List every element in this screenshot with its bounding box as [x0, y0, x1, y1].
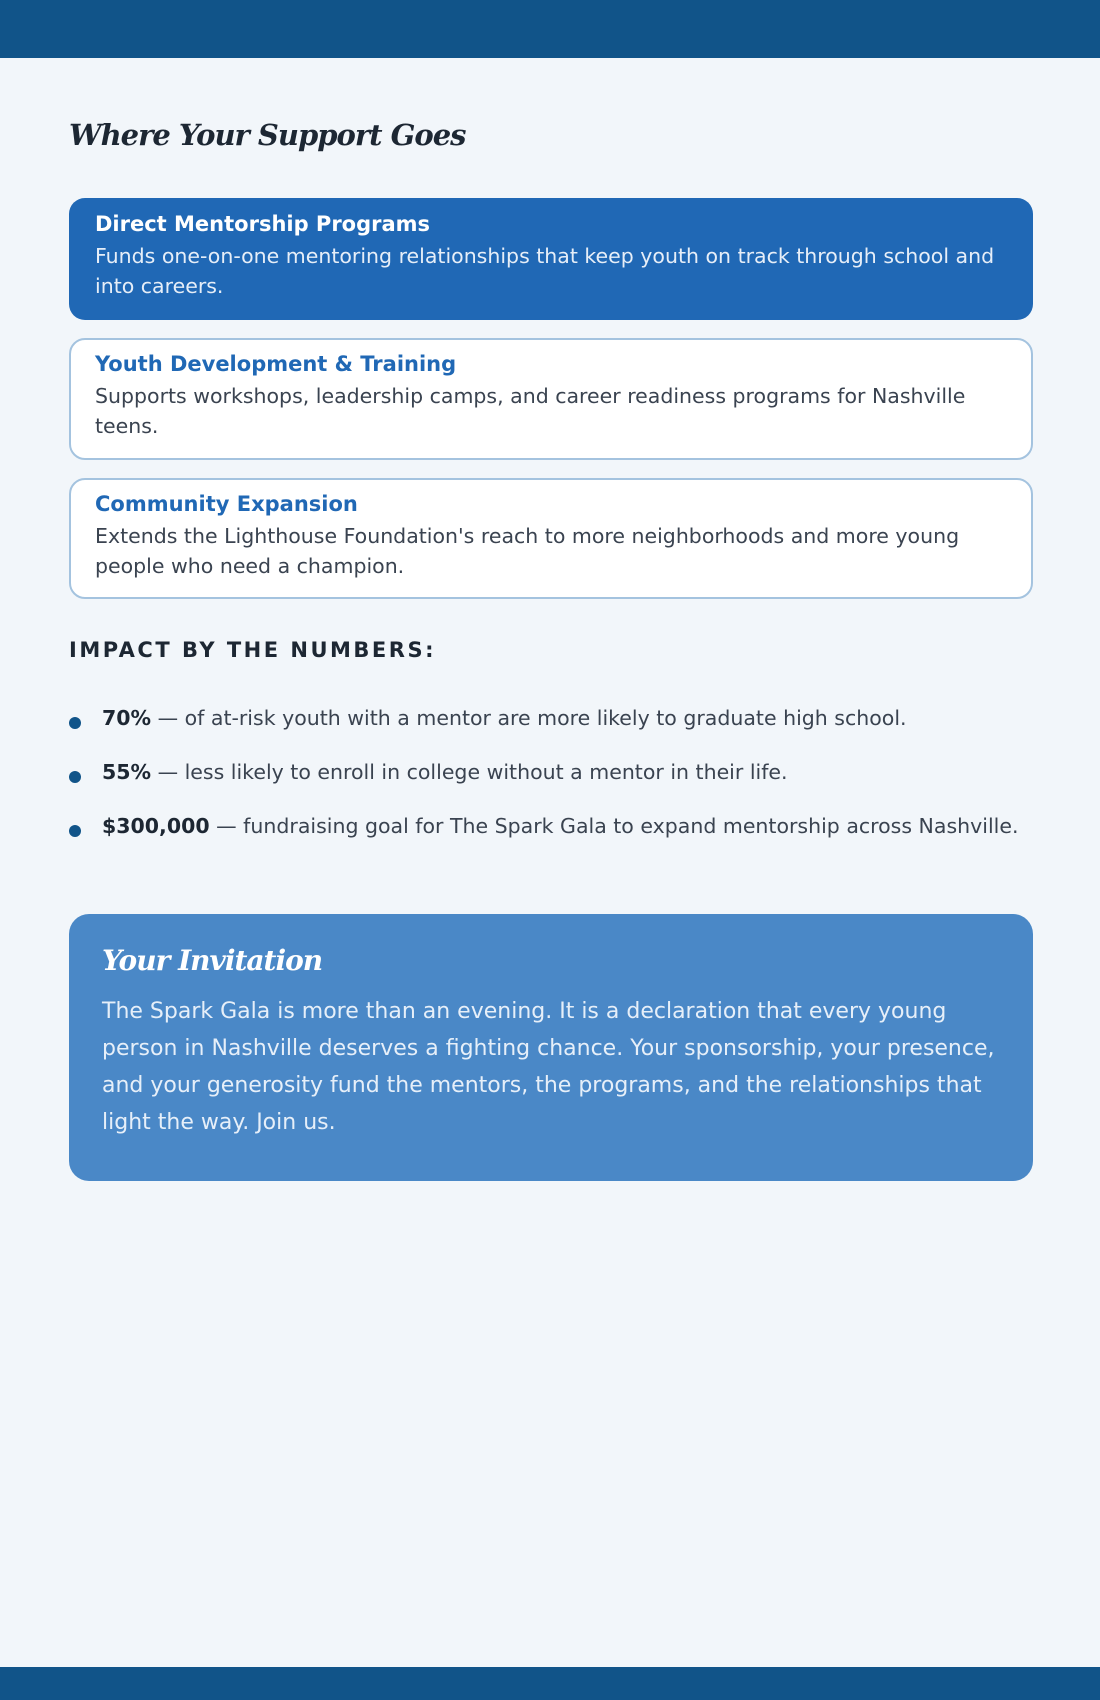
impact-text: — of at-risk youth with a mentor are more likely to graduate high school.	[151, 706, 907, 730]
bullet-dot-icon	[69, 717, 81, 729]
support-card-youth-development	[69, 338, 1033, 460]
support-card-community-expansion	[69, 478, 1033, 599]
bullet-dot-icon	[69, 825, 81, 837]
support-card-description: Funds one-on-one mentoring relationships that keep youth on track through school and into careers.	[95, 244, 995, 298]
support-card-direct-mentorship	[69, 198, 1033, 320]
impact-item-fundraising-goal	[69, 811, 1033, 841]
invitation-text: The Spark Gala is more than an evening. It is a declaration that every young person in Nashville deserves a fighting chance. Your sponsorship, your presence, and your generosity fund the mentors, the programs, and the relationships that light the way. Join us.	[102, 999, 995, 1135]
impact-item-graduation	[69, 703, 1033, 733]
bullet-dot-icon	[69, 771, 81, 783]
impact-text: — less likely to enroll in college without a mentor in their life.	[151, 760, 788, 784]
support-card-description: Supports workshops, leadership camps, and career readiness programs for Nashville teens.	[95, 384, 966, 438]
top-header-bar	[0, 0, 1100, 58]
impact-text: — fundraising goal for The Spark Gala to expand mentorship across Nashville.	[209, 814, 1019, 838]
invitation-title: Your Invitation	[102, 944, 323, 977]
invitation-box	[69, 914, 1033, 1181]
impact-list	[69, 703, 1033, 865]
impact-stat: 55%	[102, 760, 152, 784]
support-card-title: Direct Mentorship Programs	[95, 212, 431, 236]
support-section-title: Where Your Support Goes	[69, 118, 466, 152]
support-card-description: Extends the Lighthouse Foundation's reach to more neighborhoods and more young people who need a champion.	[95, 524, 960, 578]
bottom-footer-bar	[0, 1667, 1100, 1700]
impact-heading: IMPACT BY THE NUMBERS:	[69, 638, 436, 662]
impact-stat: $300,000	[102, 814, 210, 838]
impact-stat: 70%	[102, 706, 152, 730]
support-card-title: Community Expansion	[95, 492, 358, 516]
impact-item-college	[69, 757, 1033, 787]
support-card-title: Youth Development & Training	[95, 352, 457, 376]
